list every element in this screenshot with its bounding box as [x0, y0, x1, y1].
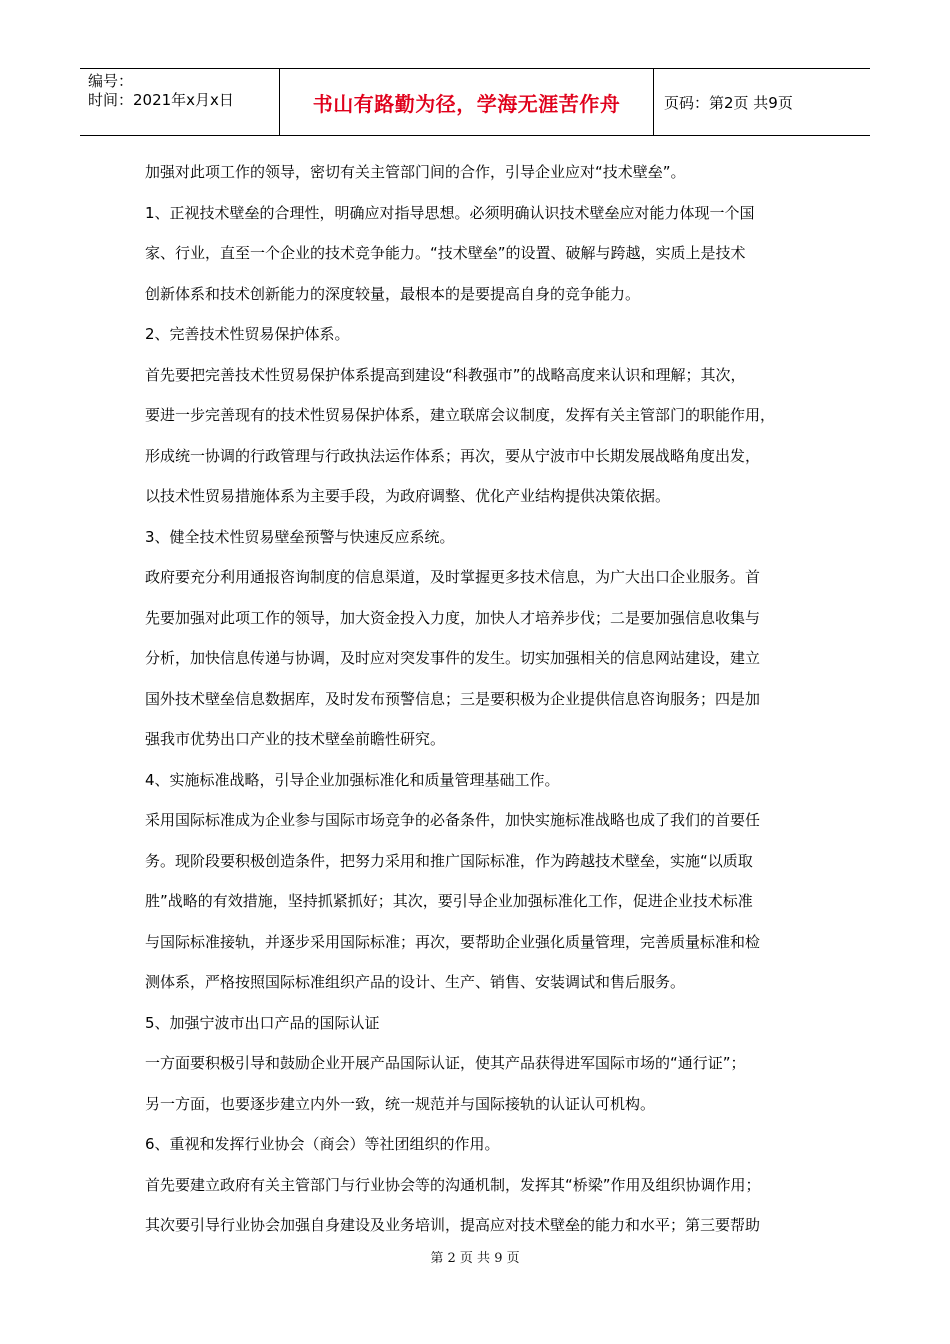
- body-line: 首先要建立政府有关主管部门与行业协会等的沟通机制，发挥其“桥梁”作用及组织协调作用；: [145, 1175, 761, 1194]
- document-body: [145, 152, 810, 1246]
- body-line: 测体系，严格按照国际标准组织产品的设计、生产、销售、安装调试和售后服务。: [145, 973, 686, 991]
- body-line: 1、正视技术壁垒的合理性，明确应对指导思想。必须明确认识技术壁垒应对能力体现一个国: [145, 203, 755, 222]
- body-line: 2、完善技术性贸易保护体系。: [145, 325, 350, 343]
- header-motto: 书山有路勤为径，学海无涯苦作舟: [280, 69, 654, 135]
- header-page-info: 页码：第2页 共9页: [664, 93, 793, 112]
- body-line: 4、实施标准战略，引导企业加强标准化和质量管理基础工作。: [145, 770, 560, 789]
- time-label: 时间：2021年x月x日: [88, 91, 234, 109]
- body-line: 5、加强宁波市出口产品的国际认证: [145, 1013, 380, 1032]
- body-line: 与国际标准接轨，并逐步采用国际标准；再次，要帮助企业强化质量管理，完善质量标准和检: [145, 932, 761, 951]
- body-line: 先要加强对此项工作的领导，加大资金投入力度，加快人才培养步伐；二是要加强信息收集与: [145, 608, 761, 627]
- body-line: 政府要充分利用通报咨询制度的信息渠道，及时掌握更多技术信息，为广大出口企业服务。首: [145, 568, 761, 586]
- body-line: 首先要把完善技术性贸易保护体系提高到建设“科教强市”的战略高度来认识和理解；其次，: [145, 365, 746, 384]
- number-label: 编号：: [88, 72, 134, 90]
- body-line: 另一方面，也要逐步建立内外一致，统一规范并与国际接轨的认证认可机构。: [145, 1094, 656, 1113]
- body-line: 其次要引导行业协会加强自身建设及业务培训，提高应对技术壁垒的能力和水平；第三要帮助: [145, 1216, 761, 1234]
- body-line: 强我市优势出口产业的技术壁垒前瞻性研究。: [145, 730, 446, 748]
- body-line: 务。现阶段要积极创造条件，把努力采用和推广国际标准，作为跨越技术壁垒，实施“以质取: [145, 851, 753, 870]
- header-meta: [80, 69, 280, 135]
- body-line: 加强对此项工作的领导，密切有关主管部门间的合作，引导企业应对“技术壁垒”。: [145, 163, 686, 181]
- body-line: 6、重视和发挥行业协会（商会）等社团组织的作用。: [145, 1135, 500, 1153]
- body-line: 分析，加快信息传递与协调，及时应对突发事件的发生。切实加强相关的信息网站建设，建立: [145, 649, 761, 667]
- body-line: 国外技术壁垒信息数据库，及时发布预警信息；三是要积极为企业提供信息咨询服务；四是加: [145, 689, 761, 708]
- body-line: 采用国际标准成为企业参与国际市场竞争的必备条件，加快实施标准战略也成了我们的首要任: [145, 811, 761, 829]
- body-line: 一方面要积极引导和鼓励企业开展产品国际认证，使其产品获得进军国际市场的“通行证”；: [145, 1054, 746, 1072]
- body-line: 家、行业，直至一个企业的技术竞争能力。“技术壁垒”的设置、破解与跨越，实质上是技术: [145, 244, 746, 262]
- body-line: 3、健全技术性贸易壁垒预警与快速反应系统。: [145, 527, 455, 546]
- body-line: 以技术性贸易措施体系为主要手段，为政府调整、优化产业结构提供决策依据。: [145, 487, 671, 505]
- page-footer: 第 2 页 共 9 页: [430, 1251, 520, 1266]
- body-line: 要进一步完善现有的技术性贸易保护体系，建立联席会议制度，发挥有关主管部门的职能作用，: [145, 406, 776, 424]
- body-line: 形成统一协调的行政管理与行政执法运作体系；再次，要从宁波市中长期发展战略角度出发，: [145, 446, 761, 465]
- document-header: [80, 68, 870, 136]
- body-line: 创新体系和技术创新能力的深度较量，最根本的是要提高自身的竞争能力。: [145, 284, 641, 303]
- body-line: 胜”战略的有效措施，坚持抓紧抓好；其次，要引导企业加强标准化工作，促进企业技术标准: [145, 892, 753, 910]
